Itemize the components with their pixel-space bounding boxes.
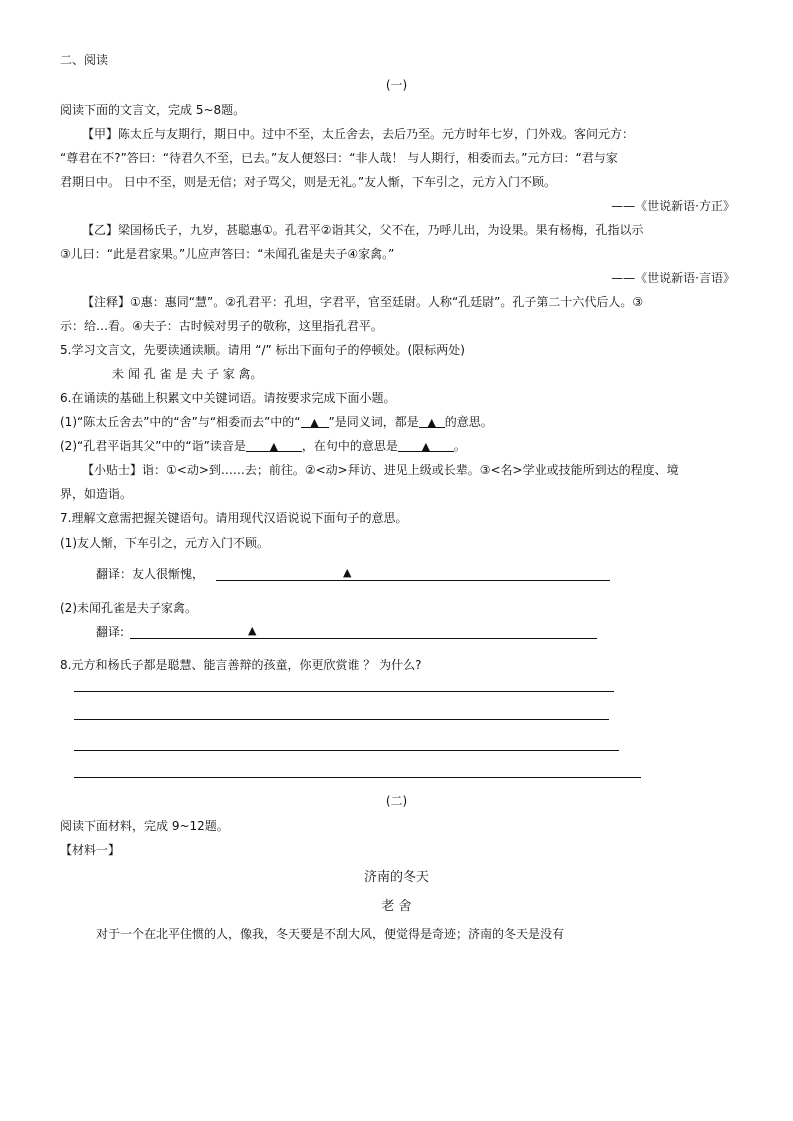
q6-2-blank-a[interactable]: ▲ — [246, 438, 302, 452]
article-title: 济南的冬天 — [363, 870, 429, 885]
q7-1-triangle: ▲ — [343, 566, 352, 579]
material-label: 【材料一】 — [60, 843, 121, 857]
part2-intro: 阅读下面材料，完成 9~12题。 — [60, 819, 229, 833]
q7-2-answer-line[interactable] — [130, 638, 597, 639]
q6-1-blank-a[interactable]: ▲ — [301, 414, 329, 428]
question-5: 5.学习文言文，先要读通读顺。请用 “/” 标出下面句子的停顿处。(限标两处) — [60, 343, 465, 357]
yi-line-2: ③儿曰：“此是君家果。”儿应声答曰：“未闻孔雀是夫子④家禽。” — [60, 247, 395, 261]
part1-intro: 阅读下面的文言文，完成 5~8题。 — [60, 103, 246, 117]
question-6-1: (1)“陈太丘舍去”中的“舍”与“相委而去”中的“ ▲ ”是同义词，都是 ▲ 的意思。 — [60, 415, 493, 429]
part1-heading: (一) — [385, 78, 408, 92]
q7-1-answer-line[interactable] — [216, 580, 610, 581]
q8-answer-line-1[interactable] — [74, 691, 614, 692]
tip-line-1: 【小贴士】诣：①<动>到……去；前往。②<动>拜访、进见上级或长辈。③<名>学业或技能所到达的程度、境 — [82, 463, 679, 477]
question-7-2: (2)未闻孔雀是夫子家禽。 — [60, 601, 197, 615]
jia-line-1: 【甲】陈太丘与友期行，期日中。过中不至，太丘舍去，去后乃至。元方时年七岁，门外戏。客问元方： — [82, 127, 635, 141]
part2-heading: (二) — [385, 794, 408, 808]
q8-answer-line-2[interactable] — [74, 719, 609, 720]
q7-1-translation-prefix: 翻译：友人很惭愧， — [96, 567, 205, 581]
tip-line-2: 界，如造诣。 — [60, 487, 133, 501]
q5-sentence: 未 闻 孔 雀 是 夫 子 家 禽。 — [112, 367, 263, 381]
jia-line-3: 君期日中。 日中不至，则是无信；对子骂父，则是无礼。”友人惭，下车引之，元方入门不顾。 — [60, 175, 557, 189]
question-6-2: (2)“孔君平诣其父”中的“诣”读音是 ▲ ，在句中的意思是 ▲ 。 — [60, 439, 466, 453]
q7-2-translation-prefix: 翻译: — [96, 625, 125, 639]
q8-answer-line-3[interactable] — [74, 750, 619, 751]
q7-2-triangle: ▲ — [248, 624, 257, 637]
yi-line-1: 【乙】梁国杨氏子，九岁，甚聪惠①。孔君平②诣其父，父不在，乃呼儿出，为设果。果有杨梅，孔指以示 — [82, 223, 644, 237]
q6-2-blank-b[interactable]: ▲ — [398, 438, 454, 452]
article-author: 老 舍 — [381, 899, 412, 914]
notes-line-1: 【注释】①惠：惠同“慧”。②孔君平：孔坦，字君平，官至廷尉。人称“孔廷尉”。孔子第二十六代后人。③ — [82, 295, 644, 309]
question-7-1: (1)友人惭，下车引之，元方入门不顾。 — [60, 536, 269, 550]
notes-line-2: 示：给…看。④夫子：古时候对男子的敬称，这里指孔君平。 — [60, 319, 383, 333]
article-first-line: 对于一个在北平住惯的人，像我，冬天要是不刮大风，便觉得是奇迹；济南的冬天是没有 — [96, 927, 565, 941]
question-6: 6.在诵读的基础上积累文中关键词语。请按要求完成下面小题。 — [60, 391, 396, 405]
question-8: 8.元方和杨氏子都是聪慧、能言善辩的孩童，你更欣赏谁 ？ 为什么? — [60, 658, 422, 672]
q8-answer-line-4[interactable] — [74, 777, 641, 778]
question-7: 7.理解文意需把握关键语句。请用现代汉语说说下面句子的意思。 — [60, 511, 408, 525]
jia-line-2: “尊君在不?”答曰：“待君久不至，已去。”友人便怒曰：“非人哉！ 与人期行，相委而去。”元方曰：“君与家 — [60, 151, 618, 165]
section-title: 二、阅读 — [60, 53, 109, 67]
yi-source: ——《世说新语·言语》 — [611, 271, 735, 285]
jia-source: ——《世说新语·方正》 — [611, 199, 735, 213]
q6-1-blank-b[interactable]: ▲ — [419, 414, 445, 428]
